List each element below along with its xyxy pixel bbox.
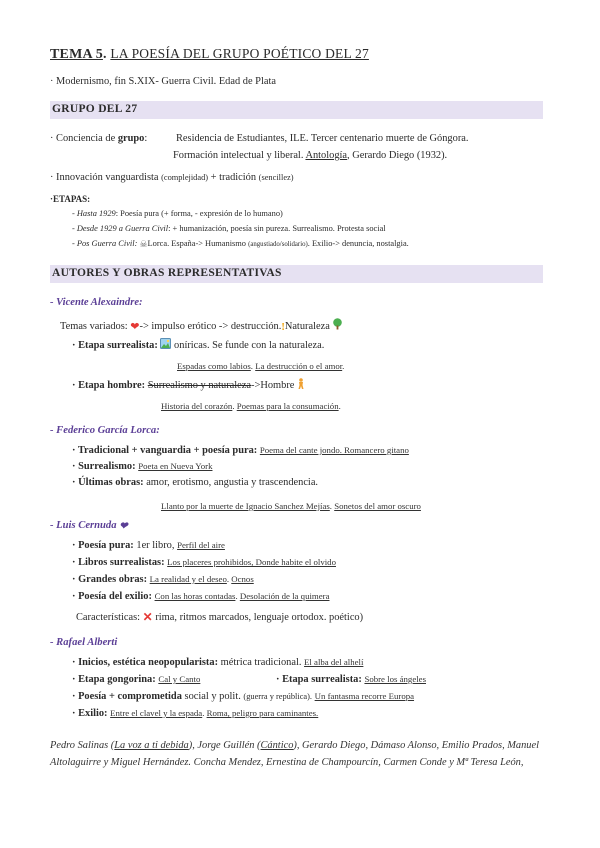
heart-icon: ❤ [119,521,128,532]
work-placeres: Los placeres prohibidos, Donde habite el olvido [167,557,336,567]
other-authors [50,738,550,771]
work-perfil: Perfil del aire [177,540,225,550]
lorca-ult-label: · Últimas obras: [72,477,144,488]
page-title [50,46,369,63]
work-llanto: Llanto por la muerte de Ignacio Sanchez Mejías [161,501,330,511]
work-angeles: Sobre los ángeles [364,674,427,684]
lorca-trad-label: · Tradicional + vanguardia + poesía pura: [72,445,258,456]
work-espadas: Espadas como labios [177,361,251,371]
conciencia-line2 [173,150,447,161]
lorca-ultimas-works: Llanto por la muerte de Ignacio Sanchez Mejías. Sonetos del amor oscuro [161,501,421,511]
etapa-3-small: (angustiado/solidario) [248,241,308,248]
cernuda-caract-b: rima, ritmos marcados, lenguaje ortodox. poético) [155,612,364,623]
alberti-comp-text: social y polit. [184,691,241,702]
alberti-comprometida [72,691,414,702]
section-title-grupo: GRUPO DEL 27 [52,103,138,115]
conciencia-line2a: Formación intelectual y liberal. [173,150,306,161]
etapa-3-label: - Pos Guerra Civil: [72,239,138,248]
vicente-hombre-text: ->Hombre [251,380,295,391]
vicente-hombre [72,378,305,392]
conciencia-prefix: · Conciencia de [50,133,118,144]
alberti-ini-text: métrica tradicional. [220,657,305,668]
title-tema: TEMA 5 [50,47,103,62]
innovacion-a: · Innovación vanguardista [50,172,162,183]
alberti-gong-label: · Etapa gongorina: [72,674,156,685]
alberti-surr-label: · Etapa surrealista: [276,674,362,685]
cernuda-caract-a: Características: [76,612,143,623]
author-lorca: - Federico García Lorca: [50,425,160,436]
alberti-comp-small: (guerra y república). [243,692,313,701]
cernuda-pura [72,540,225,551]
etapa-2-text: : + humanización, poesía sin pureza. Surrealismo. Protesta social [168,224,386,233]
person-icon [297,378,305,392]
etapa-1 [72,209,283,218]
picture-icon [160,338,171,352]
tree-icon [332,318,343,333]
footer-c: ), Gerardo Diego, Dámaso Alonso, Emilio Prados, Manuel Altolaguirre y Miguel Hernández. Concha Mendez, Ernestina de Champourcín, Carmen Conde y Mª Teresa León, [50,740,540,768]
lorca-ult-text: amor, erotismo, angustia y trascendencia. [146,477,319,488]
conciencia-bold: grupo [117,133,145,144]
intro-line: · Modernismo, fin S.XIX- Guerra Civil. Edad de Plata [50,76,276,87]
cernuda-grandes-label: · Grandes obras: [72,574,148,585]
vicente-hombre-works: Historia del corazón. Poemas para la consumación. [161,401,341,411]
cernuda-pura-text: 1er libro, [136,540,178,551]
work-horas: Con las horas contadas [154,591,236,601]
author-cernuda-name: - Luis Cernuda [50,520,117,531]
exclamation-icon: ! [281,322,285,333]
work-cantico: Cántico [260,740,294,751]
vicente-surrealista [72,338,324,352]
vicente-temas-b: -> impulso erótico -> destrucción. [139,321,282,332]
footer-b: ), Jorge Guillén ( [188,740,261,751]
etapas-label: ·ETAPAS: [50,194,91,204]
section-title-autores: AUTORES Y OBRAS REPRESENTATIVAS [52,267,282,279]
lorca-surr-label: · Surrealismo: [72,461,136,472]
heart-icon: ❤ [130,321,140,333]
work-poemas-consumacion: Poemas para la consumación [236,401,339,411]
work-ocnos: Ocnos [231,574,254,584]
work-cante-jondo: Poema del cante jondo. Romancero gitano [259,445,409,455]
innovacion-line [50,172,294,183]
etapa-1-label: - Hasta 1929 [72,209,116,218]
vicente-temas [60,318,343,333]
vicente-hombre-label: · Etapa hombre: [72,380,146,391]
antologia-link: Antología [305,150,348,161]
vicente-surr-label: · Etapa surrealista: [72,340,158,351]
conciencia-line2b: , Gerardo Diego (1932). [347,150,448,161]
conciencia-colon: : [144,133,148,144]
etapa-3-text-a: Lorca. España-> Humanismo [147,239,249,248]
cernuda-libros-label: · Libros surrealistas: [72,557,165,568]
conciencia-line1 [50,133,147,144]
title-rest: LA POESÍA DEL GRUPO POÉTICO DEL 27 [110,46,369,61]
etapa-3-text-b: . Exilio-> denuncia, nostalgia. [307,239,409,248]
innovacion-b: (complejidad) [161,173,209,182]
footer-a: Pedro Salinas ( [50,740,115,751]
work-clavel: Entre el clavel y la espada [110,708,203,718]
cernuda-exilio: · Poesía del exilio: Con las horas contadas. Desolación de la quimera [72,591,330,602]
vicente-temas-a: Temas variados: [60,321,131,332]
cross-icon: ✕ [142,610,153,624]
work-voz: La voz a ti debida [114,740,189,751]
work-fantasma: Un fantasma recorre Europa [314,691,415,701]
alberti-gongorina [72,674,200,685]
cernuda-libros [72,557,336,568]
work-realidad: La realidad y el deseo [149,574,227,584]
lorca-ultimas [72,477,318,488]
vicente-surr-works: Espadas como labios. La destrucción o el amor. [177,361,345,371]
skull-icon: ☠ [139,239,148,249]
work-alba: El alba del alhelí [304,657,364,667]
alberti-exilio: · Exilio: Entre el clavel y la espada. Roma, peligro para caminantes. [72,708,319,719]
alberti-comp-label: · Poesía + comprometida [72,691,182,702]
conciencia-text1: Residencia de Estudiantes, ILE. Tercer centenario muerte de Góngora. [176,133,469,144]
work-destruccion: La destrucción o el amor [255,361,343,371]
lorca-tradicional [72,445,409,456]
innovacion-d: (sencillez) [258,173,294,182]
lorca-surrealismo [72,461,212,472]
alberti-ini-label: · Inicios, estética neopopularista: [72,657,219,668]
etapa-3 [72,239,409,250]
alberti-surrealista [276,674,426,685]
work-sonetos: Sonetos del amor oscuro [334,501,421,511]
vicente-surr-text: oníricas. Se funde con la naturaleza. [174,340,325,351]
cernuda-grandes: · Grandes obras: La realidad y el deseo. Ocnos [72,574,254,585]
cernuda-pura-label: · Poesía pura: [72,540,134,551]
work-roma: Roma, peligro para caminantes. [206,708,319,718]
work-poeta-ny: Poeta en Nueva York [138,461,213,471]
author-vicente: - Vicente Alexaindre: [50,297,143,308]
etapa-2-label: - Desde 1929 a Guerra Civil [72,224,169,233]
etapa-1-text: : Poesía pura (+ forma, - expresión de lo humano) [115,209,283,218]
innovacion-c: + tradición [208,172,259,183]
work-cal-canto: Cal y Canto [158,674,201,684]
alberti-exilio-label: · Exilio: [72,708,108,719]
work-desolacion: Desolación de la quimera [239,591,330,601]
alberti-inicios [72,657,363,668]
title-dot: . [102,47,107,62]
cernuda-caract [76,610,363,625]
vicente-temas-c: Naturaleza [284,321,330,332]
work-historia: Historia del corazón [161,401,233,411]
vicente-hombre-strike: Surrealismo y naturaleza [147,380,252,391]
author-alberti: - Rafael Alberti [50,637,118,648]
cernuda-exilio-label: · Poesía del exilio: [72,591,152,602]
author-cernuda [50,520,128,532]
etapa-2 [72,224,386,233]
